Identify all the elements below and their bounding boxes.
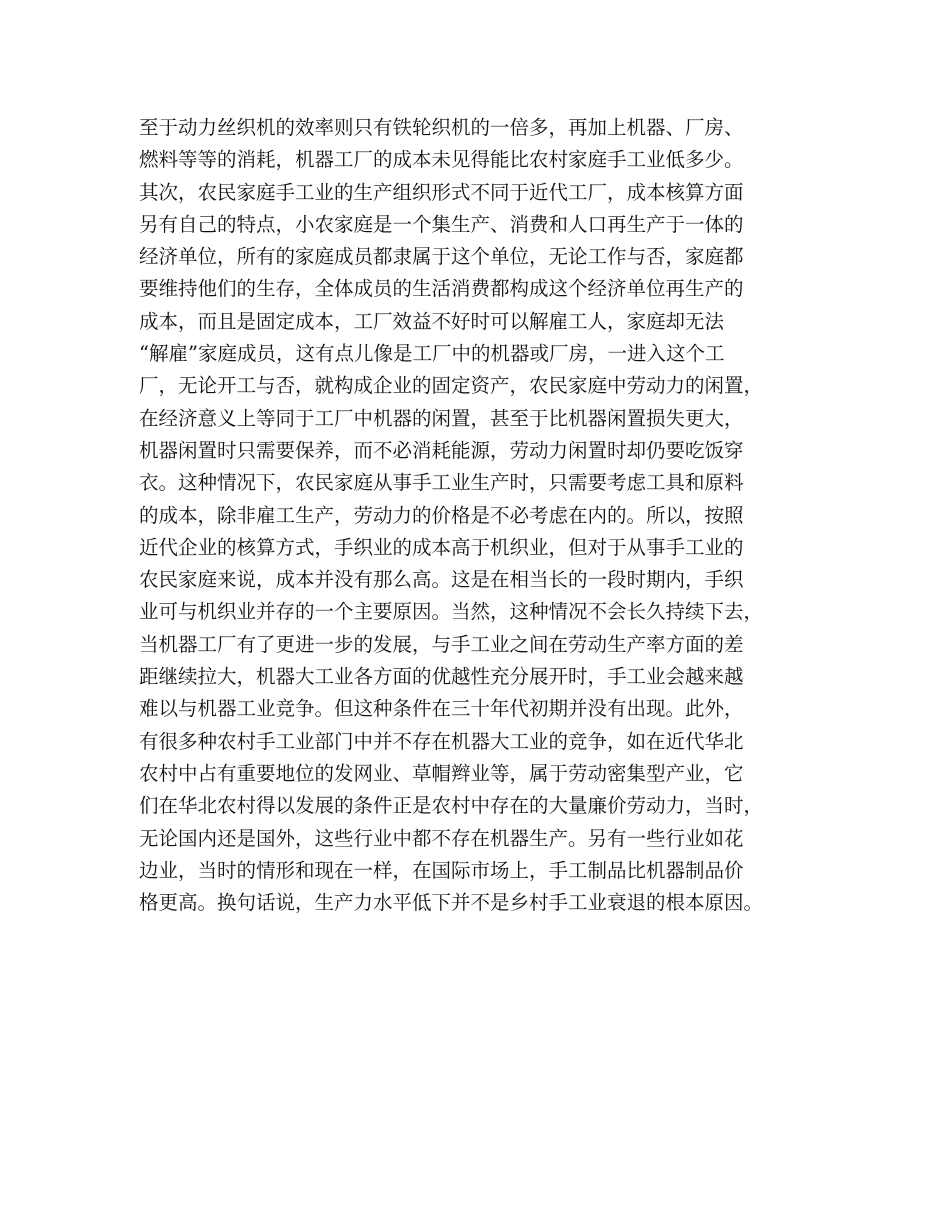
text-line: 当机器工厂有了更进一步的发展，与手工业之间在劳动生产率方面的差 bbox=[139, 632, 744, 656]
text-line: 至于动力丝织机的效率则只有铁轮织机的一倍多，再加上机器、厂房、 bbox=[139, 116, 744, 139]
text-line: 燃料等等的消耗，机器工厂的成本未见得能比农村家庭手工业低多少。 bbox=[139, 148, 744, 172]
text-line: 边业，当时的情形和现在一样，在国际市场上，手工制品比机器制品价 bbox=[139, 858, 744, 882]
text-line: 另有自己的特点，小农家庭是一个集生产、消费和人口再生产于一体的 bbox=[139, 212, 744, 236]
text-line: 其次，农民家庭手工业的生产组织形式不同于近代工厂，成本核算方面 bbox=[139, 180, 744, 204]
text-line: 农村中占有重要地位的发网业、草帽辫业等，属于劳动密集型产业，它 bbox=[139, 761, 744, 785]
text-line: “解雇”家庭成员，这有点儿像是工厂中的机器或厂房，一进入这个工 bbox=[139, 342, 725, 366]
text-line: 经济单位，所有的家庭成员都隶属于这个单位，无论工作与否，家庭都 bbox=[139, 245, 744, 269]
text-line: 有很多种农村手工业部门中并不存在机器大工业的竞争，如在近代华北 bbox=[139, 729, 744, 753]
text-line: 在经济意义上等同于工厂中机器的闲置，甚至于比机器闲置损失更大， bbox=[139, 406, 744, 430]
text-line: 近代企业的核算方式，手织业的成本高于机织业，但对于从事手工业的 bbox=[139, 535, 744, 559]
text-line: 难以与机器工业竞争。但这种条件在三十年代初期并没有出现。此外， bbox=[139, 697, 744, 721]
text-line: 农民家庭来说，成本并没有那么高。这是在相当长的一段时期内，手织 bbox=[139, 568, 744, 592]
text-line: 衣。这种情况下，农民家庭从事手工业生产时，只需要考虑工具和原料 bbox=[139, 471, 744, 495]
body-paragraph bbox=[139, 112, 839, 919]
text-line: 业可与机织业并存的一个主要原因。当然，这种情况不会长久持续下去， bbox=[139, 600, 764, 624]
text-line: 机器闲置时只需要保养，而不必消耗能源，劳动力闲置时却仍要吃饭穿 bbox=[139, 438, 744, 462]
text-line: 要维持他们的生存，全体成员的生活消费都构成这个经济单位再生产的 bbox=[139, 277, 744, 301]
text-line: 成本，而且是固定成本，工厂效益不好时可以解雇工人，家庭却无法 bbox=[139, 309, 725, 333]
text-line: 们在华北农村得以发展的条件正是农村中存在的大量廉价劳动力，当时， bbox=[139, 794, 764, 818]
text-line: 格更高。换句话说，生产力水平低下并不是乡村手工业衰退的根本原因。 bbox=[139, 891, 764, 915]
text-line: 无论国内还是国外，这些行业中都不存在机器生产。另有一些行业如花 bbox=[139, 826, 744, 850]
text-line: 距继续拉大，机器大工业各方面的优越性充分展开时，手工业会越来越 bbox=[139, 665, 744, 689]
text-line: 的成本，除非雇工生产，劳动力的价格是不必考虑在内的。所以，按照 bbox=[139, 503, 744, 527]
text-line: 厂，无论开工与否，就构成企业的固定资产，农民家庭中劳动力的闲置， bbox=[139, 374, 764, 398]
